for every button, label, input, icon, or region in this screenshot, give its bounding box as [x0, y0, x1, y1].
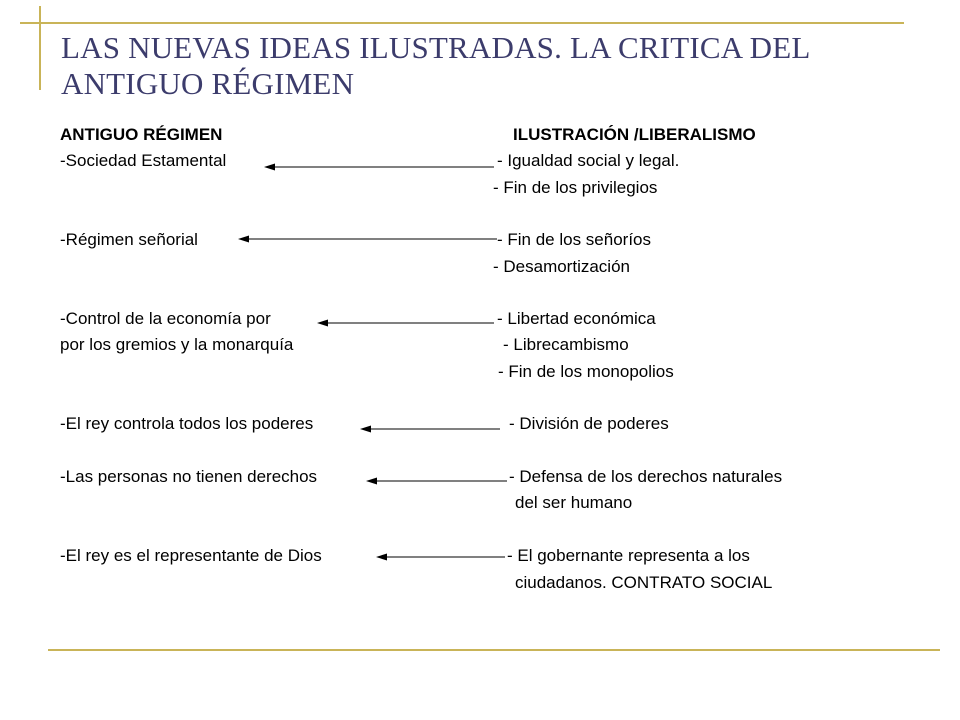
- arrow-poderes: [360, 426, 500, 433]
- header-antiguo-regimen: ANTIGUO RÉGIMEN: [60, 125, 223, 144]
- right-item-gobernante: - El gobernante representa a los: [507, 546, 750, 565]
- left-item-sin-derechos: -Las personas no tienen derechos: [60, 467, 318, 486]
- left-item-rey-poderes: -El rey controla todos los poderes: [60, 414, 314, 433]
- right-item-desamortizacion: - Desamortización: [493, 257, 630, 276]
- slide-title: LAS NUEVAS IDEAS ILUSTRADAS. LA CRITICA DEL ANTIGUO RÉGIMEN: [61, 30, 810, 101]
- right-item-contrato-social: ciudadanos. CONTRATO SOCIAL: [515, 573, 773, 592]
- arrow-economia: [317, 320, 494, 327]
- header-ilustracion-liberalismo: ILUSTRACIÓN /LIBERALISMO: [513, 125, 756, 144]
- arrow-derechos: [366, 478, 507, 485]
- right-item-librecambismo: - Librecambismo: [503, 335, 629, 354]
- left-item-control-economia: -Control de la economía por: [60, 309, 271, 328]
- left-item-rey-dios: -El rey es el representante de Dios: [60, 546, 322, 565]
- right-item-ser-humano: del ser humano: [515, 493, 633, 512]
- right-item-division-poderes: - División de poderes: [509, 414, 669, 433]
- right-item-igualdad: - Igualdad social y legal.: [497, 151, 680, 170]
- right-item-derechos-naturales: - Defensa de los derechos naturales: [509, 467, 783, 486]
- left-item-sociedad-estamental: -Sociedad Estamental: [60, 151, 227, 170]
- bottom-decorative-line: [48, 649, 940, 651]
- arrow-sociedad: [264, 164, 494, 171]
- right-item-fin-privilegios: - Fin de los privilegios: [493, 178, 658, 197]
- right-item-libertad-economica: - Libertad económica: [497, 309, 656, 328]
- arrow-senorial: [238, 236, 497, 243]
- arrow-dios: [376, 554, 505, 561]
- left-item-regimen-senorial: -Régimen señorial: [60, 230, 198, 249]
- right-item-fin-monopolios: - Fin de los monopolios: [498, 362, 674, 381]
- right-item-fin-senorios: - Fin de los señoríos: [497, 230, 652, 249]
- left-item-gremios-monarquia: por los gremios y la monarquía: [60, 335, 294, 354]
